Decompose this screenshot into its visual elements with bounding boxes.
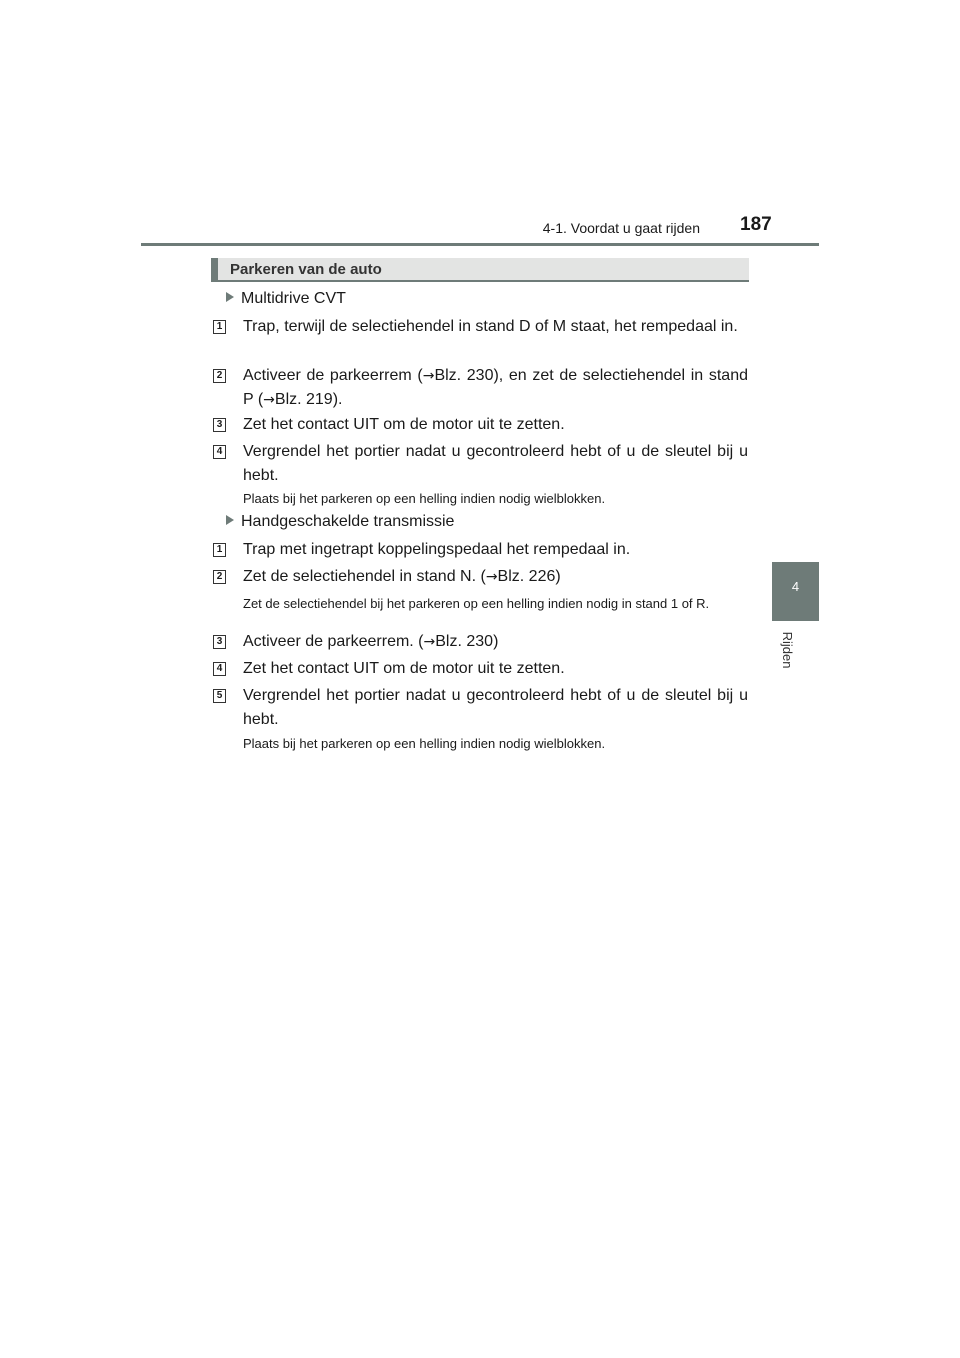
step-text: Zet de selectiehendel in stand N. (→Blz. 226) — [243, 568, 561, 585]
step-text: Activeer de parkeerrem. (→Blz. 230) — [243, 633, 499, 650]
chapter-tab — [772, 562, 819, 621]
header-divider — [141, 243, 819, 246]
manual-note: Plaats bij het parkeren op een helling indien nodig wielblokken. — [243, 736, 606, 751]
step-number: 1 — [213, 543, 226, 557]
step-number: 2 — [213, 570, 226, 584]
subheading-manual-text: Handgeschakelde transmissie — [241, 513, 455, 530]
subheading-manual — [226, 513, 454, 531]
manual-step-2-note: Zet de selectiehendel bij het parkeren op een helling indien nodig in stand 1 of R. — [243, 596, 710, 611]
page-number: 187 — [740, 214, 772, 235]
triangle-bullet-icon — [226, 292, 234, 302]
arrow-right-icon: → — [485, 569, 498, 585]
step-number: 2 — [213, 369, 226, 383]
triangle-bullet-icon — [226, 515, 234, 525]
step-text: Zet het contact UIT om de motor uit te zetten. — [243, 416, 565, 433]
arrow-right-icon: → — [423, 634, 436, 650]
section-heading — [211, 258, 749, 282]
step-number: 4 — [213, 445, 226, 459]
header-section-title: 4-1. Voordat u gaat rijden — [542, 220, 700, 236]
chapter-tab-label: Rijden — [780, 631, 795, 669]
step-text: Vergrendel het portier nadat u gecontroleerd hebt of u de sleutel bij u hebt. — [243, 443, 748, 484]
step-number: 3 — [213, 418, 226, 432]
arrow-right-icon: → — [422, 368, 435, 384]
step-text: Vergrendel het portier nadat u gecontroleerd hebt of u de sleutel bij u hebt. — [243, 687, 748, 728]
step-text: Trap met ingetrapt koppelingspedaal het rempedaal in. — [243, 541, 631, 558]
step-number: 5 — [213, 689, 226, 703]
step-text: Trap, terwijl de selectiehendel in stand D of M staat, het rempedaal in. — [243, 318, 738, 335]
step-text: Zet het contact UIT om de motor uit te zetten. — [243, 660, 565, 677]
arrow-right-icon: → — [263, 392, 275, 408]
section-heading-text: Parkeren van de auto — [230, 261, 382, 278]
subheading-cvt-text: Multidrive CVT — [241, 290, 346, 307]
cvt-note: Plaats bij het parkeren op een helling indien nodig wielblokken. — [243, 491, 606, 506]
subheading-cvt — [226, 290, 346, 308]
step-text: Activeer de parkeerrem (→Blz. 230), en zet de selectiehendel in stand P (→Blz. 219). — [243, 367, 748, 408]
chapter-tab-number: 4 — [791, 579, 800, 594]
step-number: 4 — [213, 662, 226, 676]
step-number: 1 — [213, 320, 226, 334]
step-number: 3 — [213, 635, 226, 649]
